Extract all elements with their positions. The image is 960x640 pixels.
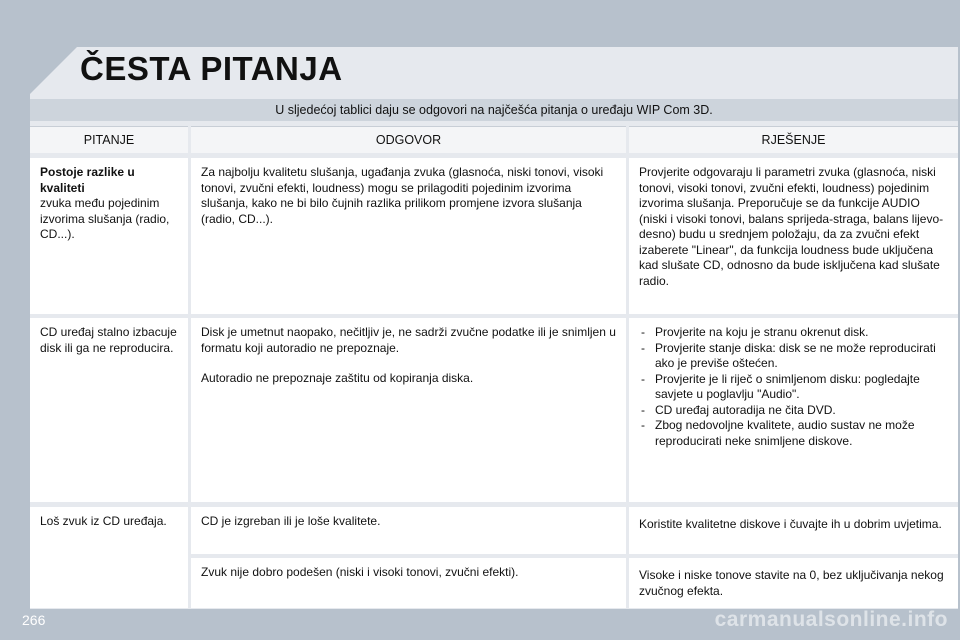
row3-answer-text: CD je izgreban ili je loše kvalitete. xyxy=(201,514,381,528)
row3-question-text: Loš zvuk iz CD uređaja. xyxy=(40,514,167,528)
row3-solution xyxy=(629,507,958,554)
header-solution: RJEŠENJE xyxy=(629,126,958,153)
row1-question-text: zvuka među pojedinim izvorima slušanja (radio, CD...). xyxy=(40,196,170,241)
row3-question xyxy=(30,507,188,608)
row2-question xyxy=(30,318,188,502)
list-item: - Provjerite stanje diska: disk se ne može reproducirati ako je previše oštećen. xyxy=(639,341,944,372)
row2-answer-text-1: Disk je umetnut naopako, nečitljiv je, ne sadrži zvučne podatke ili je snimljen u formatu koji autoradio ne prepoznaje. xyxy=(201,325,616,355)
row1-answer xyxy=(191,158,626,314)
row2-answer-text-2: Autoradio ne prepoznaje zaštitu od kopiranja diska. xyxy=(201,371,474,385)
list-item: - Provjerite je li riječ o snimljenom disku: pogledajte savjete u poglavlju "Audio". xyxy=(639,372,944,403)
row1-solution xyxy=(629,158,958,314)
list-item: - CD uređaj autoradija ne čita DVD. xyxy=(639,403,944,419)
page-title: ČESTA PITANJA xyxy=(80,50,343,87)
row2-solution-list xyxy=(639,325,944,449)
row2-question-text: CD uređaj stalno izbacuje disk ili ga ne reproducira. xyxy=(40,325,177,355)
row4-answer-text: Zvuk nije dobro podešen (niski i visoki tonovi, zvučni efekti). xyxy=(201,565,519,579)
watermark: carmanualsonline.info xyxy=(714,608,948,631)
list-item: - Provjerite na koju je stranu okrenut disk. xyxy=(639,325,944,341)
header-answer: ODGOVOR xyxy=(191,126,626,153)
row3-answer xyxy=(191,507,626,554)
row1-question-bold: Postoje razlike u kvaliteti xyxy=(40,165,135,195)
row2-solution xyxy=(629,318,958,502)
page-corner-fold xyxy=(30,47,77,94)
header-question: PITANJE xyxy=(30,126,188,153)
row2-answer xyxy=(191,318,626,502)
page-number: 266 xyxy=(22,612,46,628)
row1-solution-text: Provjerite odgovaraju li parametri zvuka (glasnoća, niski tonovi, visoki tonovi, zvučni efekti, loudness) pojedinim izvorima slušanja. Preporučuje se da funkcije AUDIO (niski i visoki tonovi, balans sprijeda-straga, balans lijevo-desno) budu u srednjem položaju, da za zvučni efekt izaberete "Linear", da funkcija loudness bude uključena kad slušate CD, odnosno da bude isključena kad slušate radio. xyxy=(639,165,944,288)
row3-solution-text: Koristite kvalitetne diskove i čuvajte ih u dobrim uvjetima. xyxy=(639,517,942,531)
list-item: - Zbog nedovoljne kvalitete, audio sustav ne može reproducirati neke snimljene diskove. xyxy=(639,418,944,449)
row4-solution-text: Visoke i niske tonove stavite na 0, bez uključivanja nekog zvučnog efekta. xyxy=(639,568,944,598)
row4-answer xyxy=(191,558,626,608)
page-subtitle: U sljedećoj tablici daju se odgovori na najčešća pitanja o uređaju WIP Com 3D. xyxy=(275,103,713,117)
row1-answer-text: Za najbolju kvalitetu slušanja, ugađanja zvuka (glasnoća, niski tonovi, visoki tonovi, zvučni efekti, loudness) mogu se prilagoditi pojedinim izvorima slušanja, kako ne bi bilo čujnih razlika prilikom promjene izvora slušanja (radio, CD...). xyxy=(201,165,604,226)
row1-question xyxy=(30,158,188,314)
row4-solution xyxy=(629,558,958,608)
